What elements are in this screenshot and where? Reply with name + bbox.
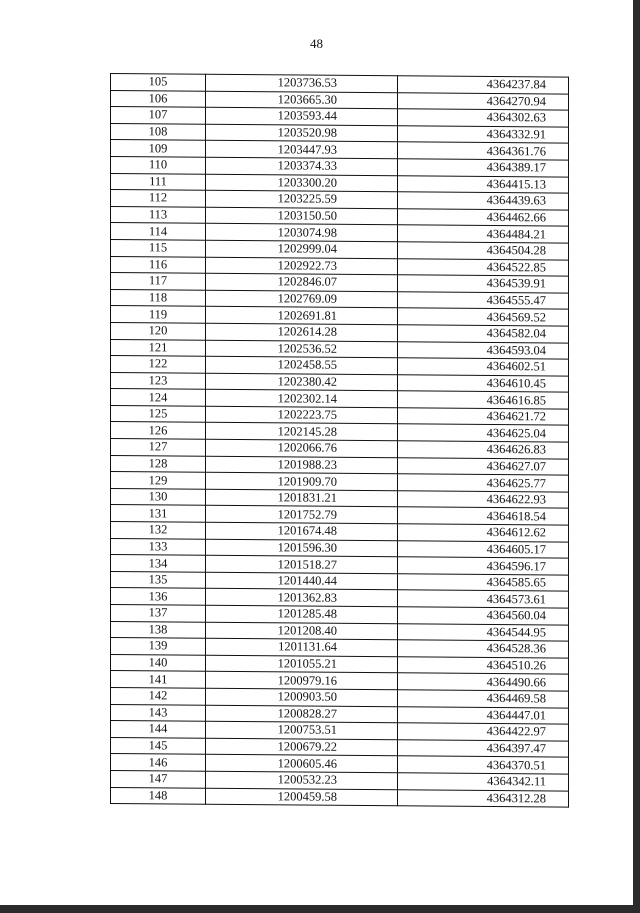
y-coordinate-cell: 4364490.66 xyxy=(398,673,569,691)
x-coordinate-cell: 1203736.53 xyxy=(206,74,398,92)
point-number-cell: 105 xyxy=(111,74,206,91)
point-number-cell: 147 xyxy=(111,770,206,787)
y-coordinate-cell: 4364397.47 xyxy=(398,740,569,758)
point-number-cell: 122 xyxy=(111,356,206,373)
x-coordinate-cell: 1201596.30 xyxy=(206,539,398,557)
x-coordinate-cell: 1202614.28 xyxy=(206,323,398,341)
point-number-cell: 111 xyxy=(111,173,206,190)
y-coordinate-cell: 4364389.17 xyxy=(398,159,569,177)
point-number-cell: 121 xyxy=(111,339,206,356)
x-coordinate-cell: 1201988.23 xyxy=(206,456,398,474)
y-coordinate-cell: 4364573.61 xyxy=(398,590,569,608)
point-number-cell: 146 xyxy=(111,754,206,771)
y-coordinate-cell: 4364625.77 xyxy=(398,474,569,492)
y-coordinate-cell: 4364312.28 xyxy=(398,789,569,807)
point-number-cell: 120 xyxy=(111,322,206,339)
y-coordinate-cell: 4364469.58 xyxy=(398,690,569,708)
x-coordinate-cell: 1202458.55 xyxy=(206,356,398,374)
point-number-cell: 130 xyxy=(111,488,206,505)
point-number-cell: 128 xyxy=(111,455,206,472)
point-number-cell: 107 xyxy=(111,107,206,124)
y-coordinate-cell: 4364462.66 xyxy=(398,209,569,227)
point-number-cell: 110 xyxy=(111,156,206,173)
x-coordinate-cell: 1203374.33 xyxy=(206,157,398,175)
x-coordinate-cell: 1201362.83 xyxy=(206,589,398,607)
table-row xyxy=(111,787,569,807)
y-coordinate-cell: 4364596.17 xyxy=(398,557,569,575)
x-coordinate-cell: 1200459.58 xyxy=(206,788,398,806)
y-coordinate-cell: 4364621.72 xyxy=(398,408,569,426)
y-coordinate-cell: 4364605.17 xyxy=(398,540,569,558)
point-number-cell: 118 xyxy=(111,289,206,306)
x-coordinate-cell: 1203520.98 xyxy=(206,124,398,142)
y-coordinate-cell: 4364361.76 xyxy=(398,142,569,160)
x-coordinate-cell: 1202922.73 xyxy=(206,257,398,275)
y-coordinate-cell: 4364582.04 xyxy=(398,325,569,343)
x-coordinate-cell: 1202769.09 xyxy=(206,290,398,308)
y-coordinate-cell: 4364447.01 xyxy=(398,706,569,724)
x-coordinate-cell: 1201674.48 xyxy=(206,522,398,540)
y-coordinate-cell: 4364302.63 xyxy=(398,109,569,127)
y-coordinate-cell: 4364555.47 xyxy=(398,291,569,309)
y-coordinate-cell: 4364539.91 xyxy=(398,275,569,293)
x-coordinate-cell: 1200605.46 xyxy=(206,755,398,773)
y-coordinate-cell: 4364522.85 xyxy=(398,258,569,276)
x-coordinate-cell: 1201208.40 xyxy=(206,622,398,640)
x-coordinate-cell: 1201055.21 xyxy=(206,655,398,673)
x-coordinate-cell: 1202691.81 xyxy=(206,307,398,325)
x-coordinate-cell: 1201752.79 xyxy=(206,506,398,524)
x-coordinate-cell: 1202846.07 xyxy=(206,273,398,291)
y-coordinate-cell: 4364612.62 xyxy=(398,524,569,542)
x-coordinate-cell: 1202145.28 xyxy=(206,423,398,441)
x-coordinate-cell: 1201909.70 xyxy=(206,473,398,491)
x-coordinate-cell: 1201831.21 xyxy=(206,489,398,507)
x-coordinate-cell: 1202066.76 xyxy=(206,439,398,457)
point-number-cell: 125 xyxy=(111,405,206,422)
x-coordinate-cell: 1202302.14 xyxy=(206,390,398,408)
point-number-cell: 109 xyxy=(111,140,206,157)
point-number-cell: 145 xyxy=(111,737,206,754)
y-coordinate-cell: 4364237.84 xyxy=(398,76,569,94)
x-coordinate-cell: 1202536.52 xyxy=(206,340,398,358)
x-coordinate-cell: 1202380.42 xyxy=(206,373,398,391)
point-number-cell: 126 xyxy=(111,422,206,439)
y-coordinate-cell: 4364484.21 xyxy=(398,225,569,243)
x-coordinate-cell: 1201440.44 xyxy=(206,572,398,590)
y-coordinate-cell: 4364332.91 xyxy=(398,126,569,144)
point-number-cell: 119 xyxy=(111,306,206,323)
y-coordinate-cell: 4364528.36 xyxy=(398,640,569,658)
x-coordinate-cell: 1200979.16 xyxy=(206,672,398,690)
x-coordinate-cell: 1200679.22 xyxy=(206,738,398,756)
x-coordinate-cell: 1201518.27 xyxy=(206,555,398,573)
point-number-cell: 124 xyxy=(111,389,206,406)
x-coordinate-cell: 1201131.64 xyxy=(206,638,398,656)
y-coordinate-cell: 4364625.04 xyxy=(398,424,569,442)
point-number-cell: 135 xyxy=(111,571,206,588)
point-number-cell: 139 xyxy=(111,638,206,655)
point-number-cell: 134 xyxy=(111,555,206,572)
point-number-cell: 108 xyxy=(111,123,206,140)
point-number-cell: 137 xyxy=(111,605,206,622)
point-number-cell: 131 xyxy=(111,505,206,522)
x-coordinate-cell: 1203665.30 xyxy=(206,91,398,109)
x-coordinate-cell: 1200828.27 xyxy=(206,705,398,723)
x-coordinate-cell: 1202223.75 xyxy=(206,406,398,424)
point-number-cell: 143 xyxy=(111,704,206,721)
y-coordinate-cell: 4364593.04 xyxy=(398,341,569,359)
y-coordinate-cell: 4364415.13 xyxy=(398,175,569,193)
page-number: 48 xyxy=(310,36,323,51)
y-coordinate-cell: 4364560.04 xyxy=(398,607,569,625)
y-coordinate-cell: 4364626.83 xyxy=(398,441,569,459)
y-coordinate-cell: 4364504.28 xyxy=(398,242,569,260)
y-coordinate-cell: 4364569.52 xyxy=(398,308,569,326)
point-number-cell: 142 xyxy=(111,687,206,704)
y-coordinate-cell: 4364585.65 xyxy=(398,574,569,592)
point-number-cell: 113 xyxy=(111,206,206,223)
point-number-cell: 123 xyxy=(111,372,206,389)
point-number-cell: 132 xyxy=(111,522,206,539)
y-coordinate-cell: 4364510.26 xyxy=(398,657,569,675)
x-coordinate-cell: 1203150.50 xyxy=(206,207,398,225)
x-coordinate-cell: 1202999.04 xyxy=(206,240,398,258)
coordinate-table-body xyxy=(111,74,569,808)
point-number-cell: 116 xyxy=(111,256,206,273)
x-coordinate-cell: 1203300.20 xyxy=(206,174,398,192)
x-coordinate-cell: 1203593.44 xyxy=(206,107,398,125)
point-number-cell: 117 xyxy=(111,273,206,290)
point-number-cell: 136 xyxy=(111,588,206,605)
point-number-cell: 114 xyxy=(111,223,206,240)
point-number-cell: 127 xyxy=(111,439,206,456)
x-coordinate-cell: 1203074.98 xyxy=(206,224,398,242)
y-coordinate-cell: 4364544.95 xyxy=(398,623,569,641)
point-number-cell: 141 xyxy=(111,671,206,688)
y-coordinate-cell: 4364616.85 xyxy=(398,391,569,409)
coordinate-table xyxy=(110,73,569,808)
x-coordinate-cell: 1200532.23 xyxy=(206,771,398,789)
point-number-cell: 129 xyxy=(111,472,206,489)
y-coordinate-cell: 4364602.51 xyxy=(398,358,569,376)
y-coordinate-cell: 4364610.45 xyxy=(398,374,569,392)
x-coordinate-cell: 1200903.50 xyxy=(206,688,398,706)
point-number-cell: 112 xyxy=(111,190,206,207)
y-coordinate-cell: 4364618.54 xyxy=(398,507,569,525)
y-coordinate-cell: 4364370.51 xyxy=(398,756,569,774)
point-number-cell: 115 xyxy=(111,239,206,256)
y-coordinate-cell: 4364439.63 xyxy=(398,192,569,210)
x-coordinate-cell: 1200753.51 xyxy=(206,721,398,739)
x-coordinate-cell: 1203447.93 xyxy=(206,141,398,159)
y-coordinate-cell: 4364270.94 xyxy=(398,92,569,110)
point-number-cell: 106 xyxy=(111,90,206,107)
point-number-cell: 138 xyxy=(111,621,206,638)
point-number-cell: 148 xyxy=(111,787,206,804)
point-number-cell: 140 xyxy=(111,654,206,671)
point-number-cell: 144 xyxy=(111,721,206,738)
y-coordinate-cell: 4364342.11 xyxy=(398,773,569,791)
x-coordinate-cell: 1201285.48 xyxy=(206,605,398,623)
y-coordinate-cell: 4364622.93 xyxy=(398,491,569,509)
x-coordinate-cell: 1203225.59 xyxy=(206,190,398,208)
y-coordinate-cell: 4364627.07 xyxy=(398,457,569,475)
point-number-cell: 133 xyxy=(111,538,206,555)
y-coordinate-cell: 4364422.97 xyxy=(398,723,569,741)
